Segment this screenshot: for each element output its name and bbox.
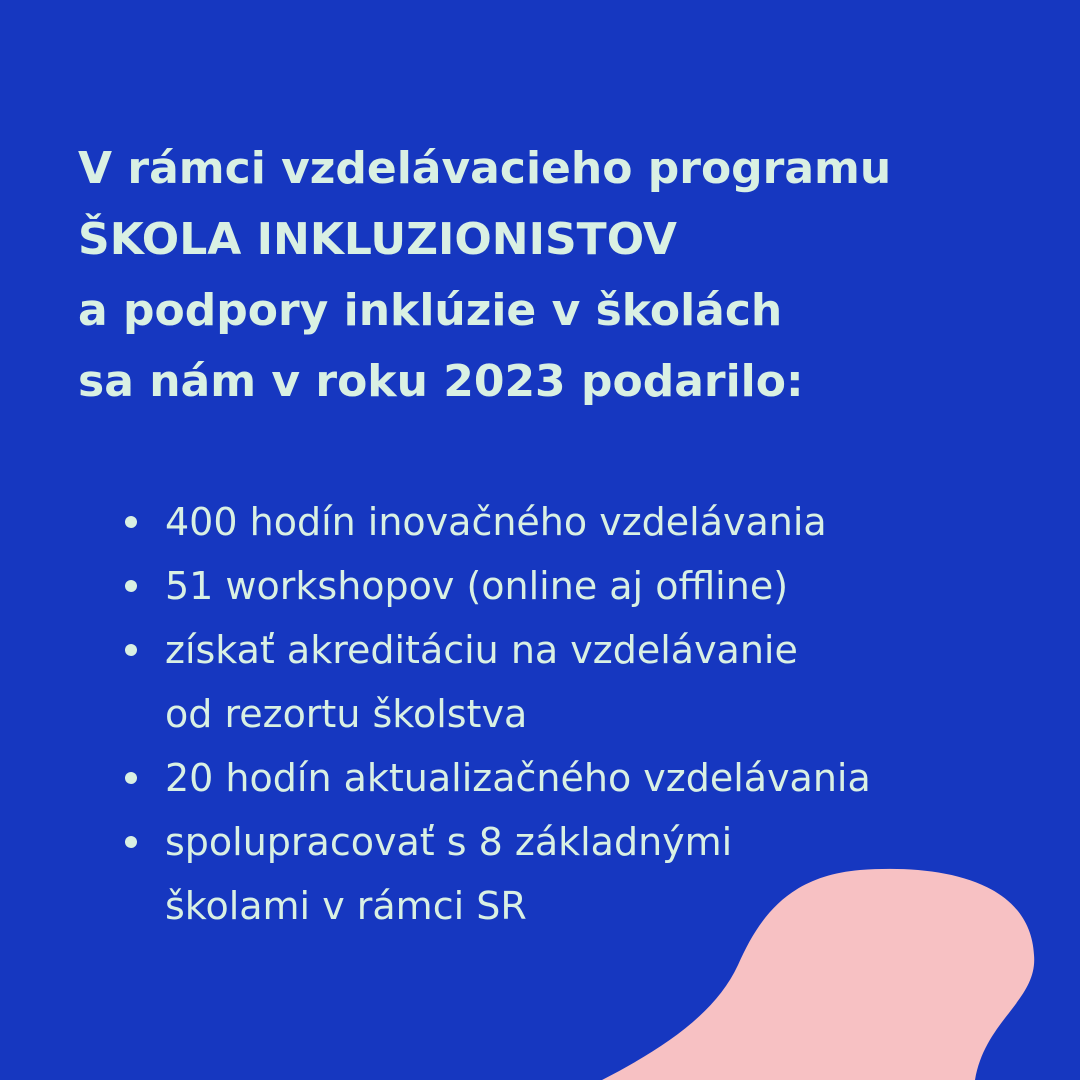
list-item bbox=[125, 746, 1055, 810]
list-item bbox=[125, 810, 1055, 938]
list-item bbox=[125, 490, 1055, 554]
intro-heading bbox=[78, 133, 1038, 417]
achievements-list bbox=[125, 490, 1055, 938]
heading-line: sa nám v roku 2023 podarilo: bbox=[78, 356, 804, 407]
list-item-text: 20 hodín aktualizačného vzdelávania bbox=[165, 756, 871, 800]
heading-line: V rámci vzdelávacieho programu bbox=[78, 143, 892, 194]
list-item-text: od rezortu školstva bbox=[165, 692, 528, 736]
list-item-text: získať akreditáciu na vzdelávanie bbox=[165, 628, 798, 672]
list-item bbox=[125, 554, 1055, 618]
bullet-dot-icon bbox=[125, 772, 137, 784]
heading-line: ŠKOLA INKLUZIONISTOV bbox=[78, 214, 677, 265]
bullet-dot-icon bbox=[125, 516, 137, 528]
list-item-text: 400 hodín inovačného vzdelávania bbox=[165, 500, 827, 544]
bullet-dot-icon bbox=[125, 836, 137, 848]
list-item-text: 51 workshopov (online aj offline) bbox=[165, 564, 789, 608]
heading-line: a podpory inklúzie v školách bbox=[78, 285, 783, 336]
bullet-dot-icon bbox=[125, 580, 137, 592]
bullet-dot-icon bbox=[125, 644, 137, 656]
list-item bbox=[125, 618, 1055, 746]
list-item-text: spolupracovať s 8 základnými bbox=[165, 820, 733, 864]
list-item-text: školami v rámci SR bbox=[165, 884, 527, 928]
